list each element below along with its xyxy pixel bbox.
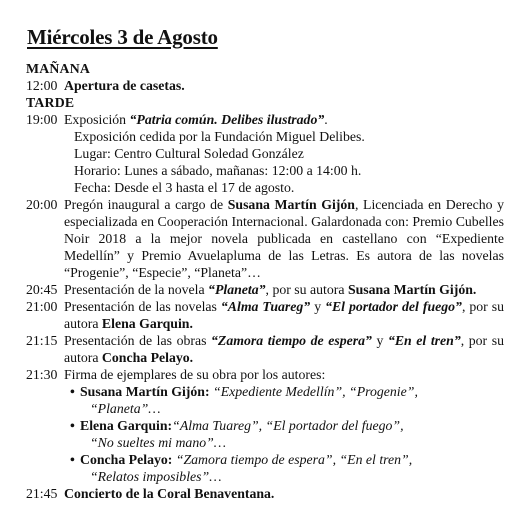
exhibition-detail: Exposición cedida por la Fundación Miguel Delibes. xyxy=(74,129,365,144)
work-title: “En el tren” xyxy=(387,333,461,348)
schedule-entry xyxy=(26,111,504,196)
entry-text: Pregón inaugural a cargo de xyxy=(64,197,228,212)
author-works: “Alma Tuareg”, “El portador del fuego”, xyxy=(172,418,404,433)
schedule xyxy=(26,60,504,502)
author-works-cont xyxy=(64,468,504,485)
work-title: “Alma Tuareg” xyxy=(220,299,311,314)
entry-time: 20:45 xyxy=(26,282,58,297)
signing-author-item xyxy=(64,383,504,400)
schedule-entry xyxy=(26,196,504,281)
entry-text: , por su autora xyxy=(64,299,505,331)
entry-text: , por su autora xyxy=(64,333,504,365)
entry-time: 12:00 xyxy=(26,78,58,93)
signing-author-item xyxy=(64,451,504,468)
exhibition-dates: Fecha: Desde el 3 hasta el 17 de agosto. xyxy=(74,180,295,195)
exhibition-place: Lugar: Centro Cultural Soledad González xyxy=(74,146,304,161)
entry-body xyxy=(64,298,504,332)
entry-body xyxy=(64,111,504,196)
entry-time: 19:00 xyxy=(26,112,58,127)
entry-text: Concierto de la Coral Benaventana. xyxy=(64,486,275,501)
schedule-entry xyxy=(26,366,504,485)
entry-text: . xyxy=(324,112,328,127)
page-title: Miércoles 3 de Agosto xyxy=(27,25,218,49)
entry-text: Presentación de la novela xyxy=(64,282,209,297)
author-name: Susana Martín Gijón: xyxy=(80,384,210,399)
author-works-cont xyxy=(64,400,504,417)
exhibition-title: “Patria común. Delibes ilustrado” xyxy=(129,112,325,127)
schedule-entry xyxy=(26,298,504,332)
entry-text: Presentación de las novelas xyxy=(64,299,221,314)
author-works: “Relatos imposibles”… xyxy=(90,469,222,484)
author-works: “Zamora tiempo de espera”, “En el tren”, xyxy=(175,452,413,467)
author-works: “Expediente Medellín”, “Progenie”, xyxy=(213,384,418,399)
entry-text: , Licenciada en Derecho y especializada en Cooperación Internacional. Galardonada con: Premio Cubelles Noir 2018 a la mejor novela publicada en castellano con “Expediente Medellín” y Premio Avuelapluma de las Letras. Es autora de las novelas “Progenie”, “Especie”, “Planeta”… xyxy=(64,197,504,280)
work-title: “Planeta” xyxy=(208,282,266,297)
author-works-cont xyxy=(64,434,504,451)
author-name: Concha Pelayo: xyxy=(80,452,173,467)
exhibition-hours: Horario: Lunes a sábado, mañanas: 12:00 a 14:00 h. xyxy=(74,163,362,178)
entry-time: 21:30 xyxy=(26,367,58,382)
author-name: Susana Martín Gijón xyxy=(227,197,355,212)
schedule-entry xyxy=(26,77,504,94)
author-name: Susana Martín Gijón. xyxy=(347,282,477,297)
entry-text: Exposición xyxy=(64,112,130,127)
work-title: “Zamora tiempo de espera” xyxy=(211,333,372,348)
entry-text: Firma de ejemplares de su obra por los autores: xyxy=(64,367,326,382)
author-name: Elena Garquin: xyxy=(80,418,173,433)
work-title: “El portador del fuego” xyxy=(325,299,462,314)
entry-text: y xyxy=(371,333,388,348)
entry-body xyxy=(64,281,504,298)
entry-body xyxy=(64,332,504,366)
entry-body xyxy=(64,196,504,281)
schedule-entry xyxy=(26,332,504,366)
schedule-entry xyxy=(26,485,504,502)
author-works: “No sueltes mi mano”… xyxy=(90,435,227,450)
entry-time: 20:00 xyxy=(26,197,58,212)
author-name: Concha Pelayo. xyxy=(101,350,194,365)
signing-author-item xyxy=(64,417,504,434)
entry-text: , por su autora xyxy=(265,282,348,297)
entry-time: 21:45 xyxy=(26,486,58,501)
entry-time: 21:15 xyxy=(26,333,58,348)
section-heading-tarde: TARDE xyxy=(26,95,75,110)
author-name: Elena Garquin. xyxy=(101,316,193,331)
entry-body xyxy=(64,366,504,485)
author-works: “Planeta”… xyxy=(90,401,161,416)
entry-text: y xyxy=(310,299,326,314)
entry-text: Apertura de casetas. xyxy=(64,78,185,93)
schedule-entry xyxy=(26,281,504,298)
entry-text: Presentación de las obras xyxy=(64,333,212,348)
section-heading-manana: MAÑANA xyxy=(26,61,91,76)
entry-time: 21:00 xyxy=(26,299,58,314)
